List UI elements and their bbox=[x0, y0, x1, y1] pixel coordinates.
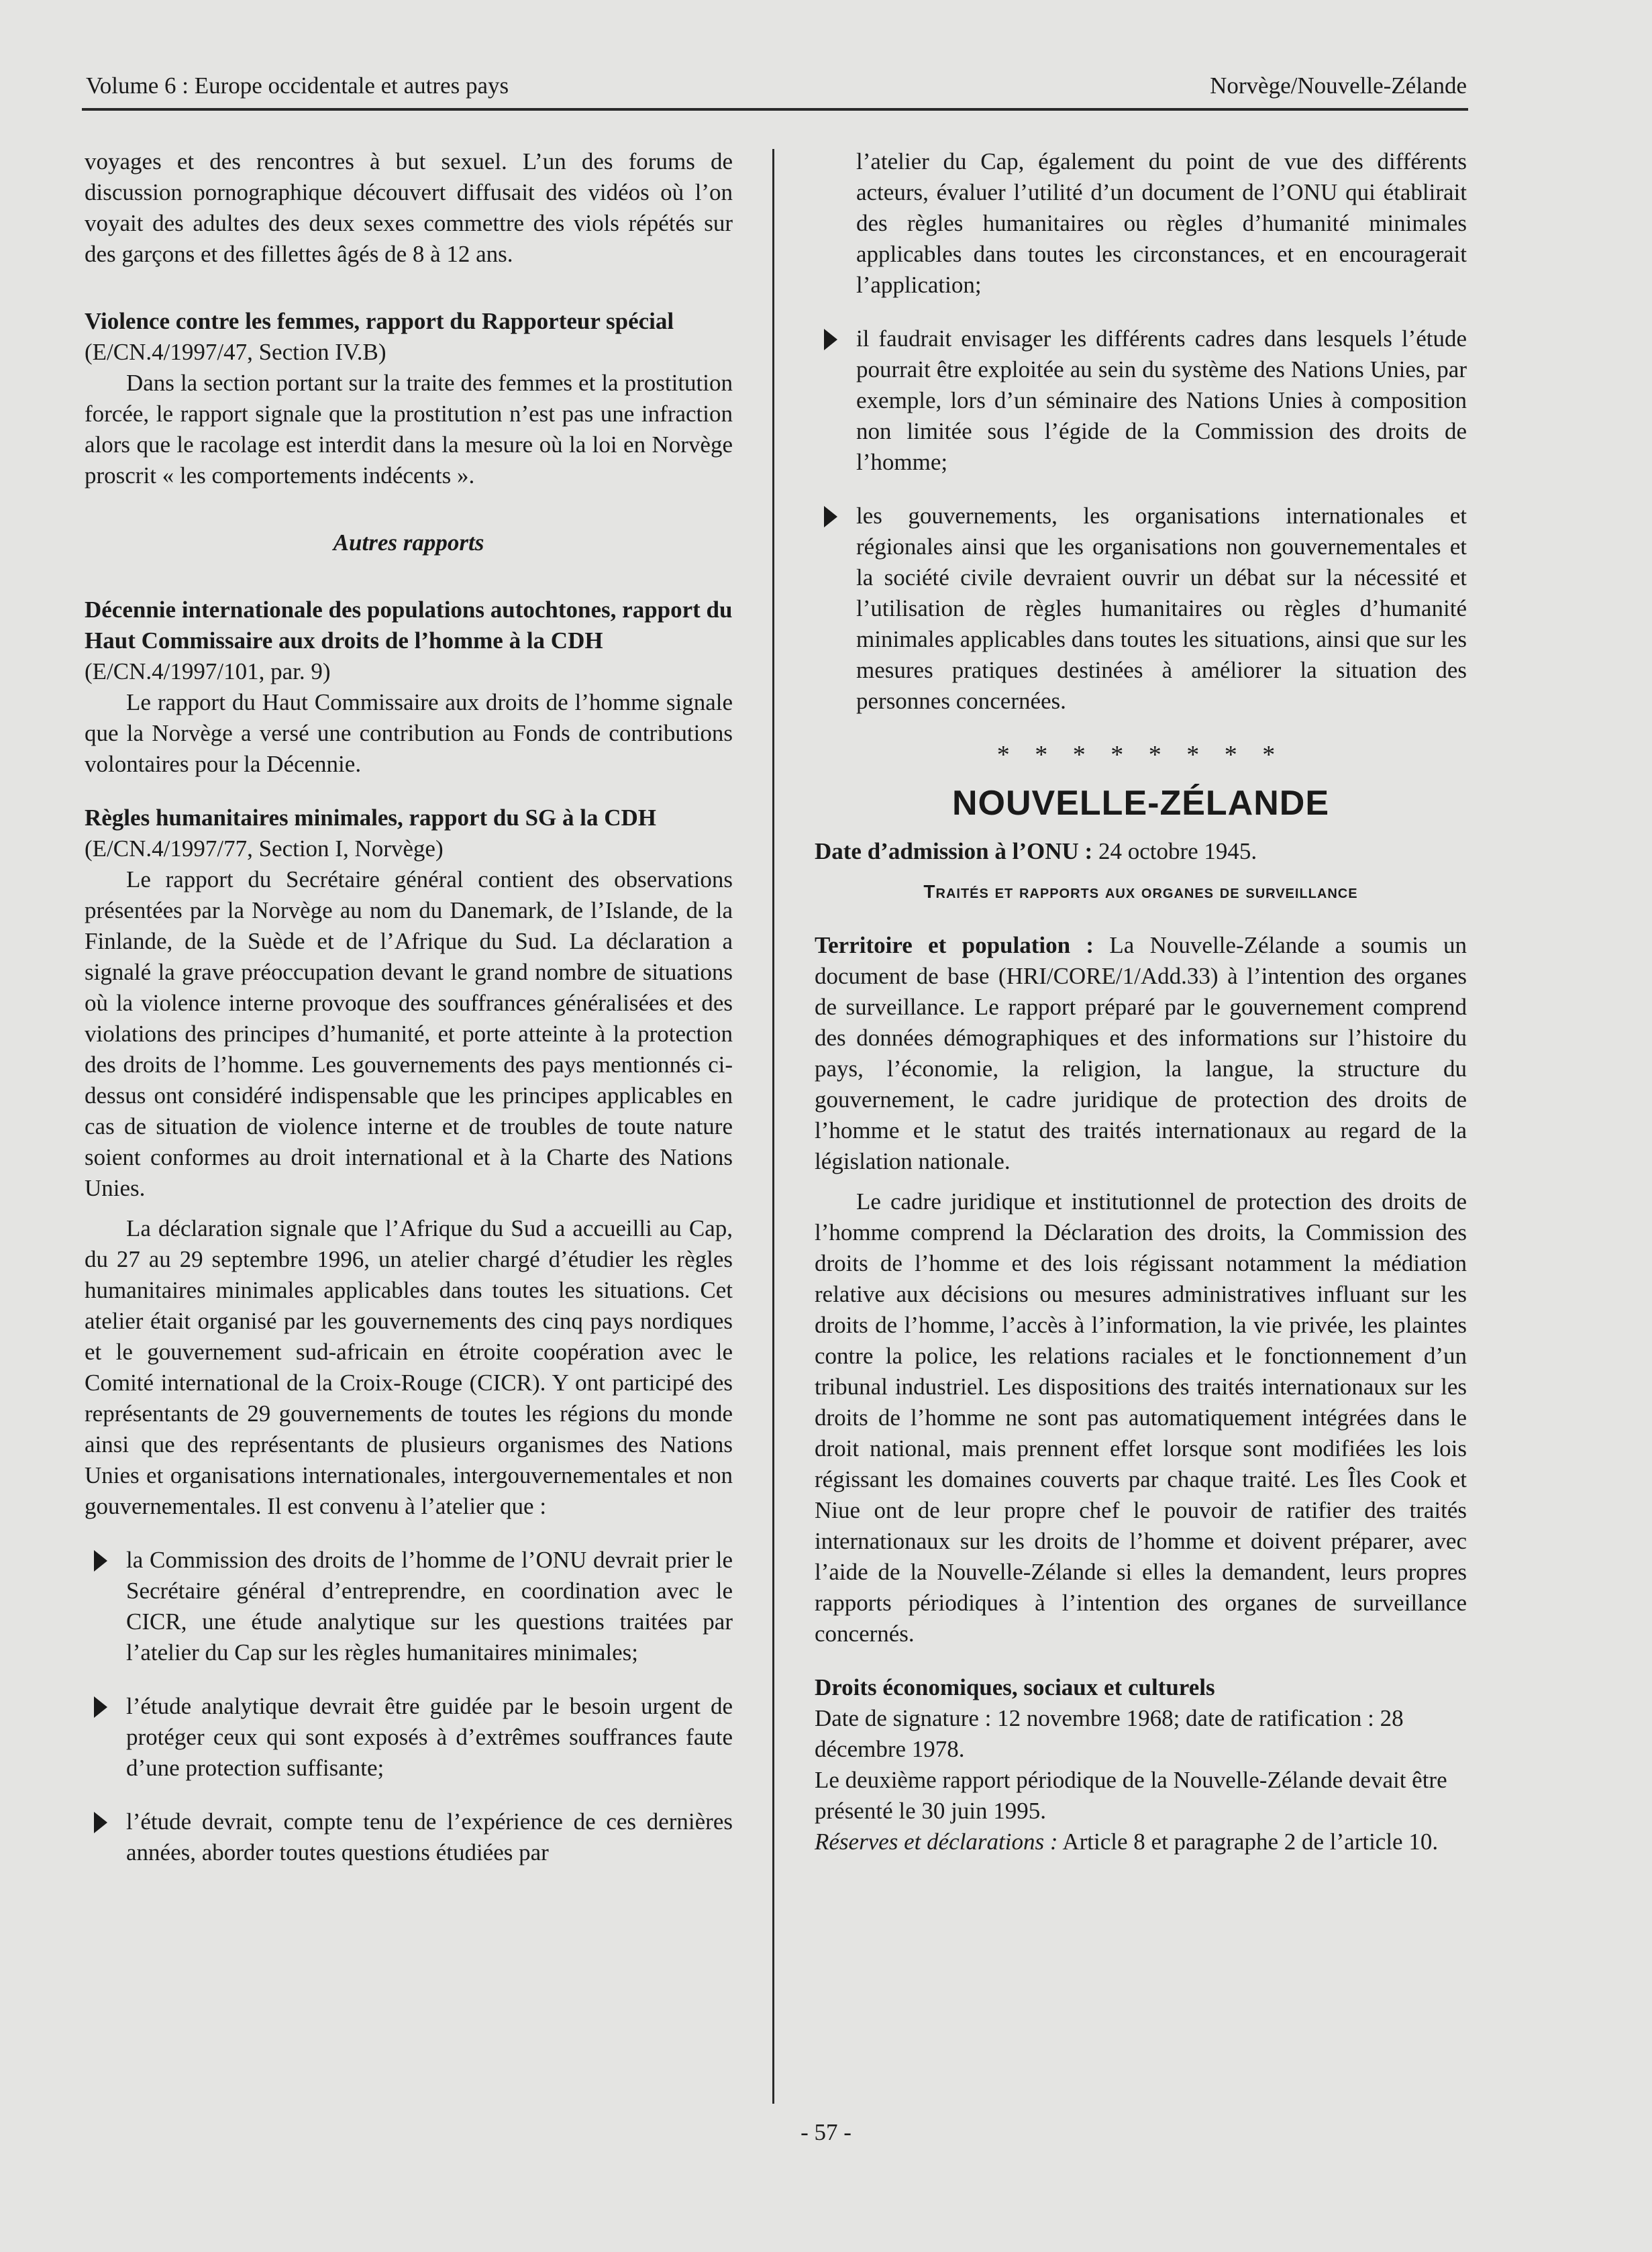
bullet-text: la Commission des droits de l’homme de l’ONU devrait prier le Secrétaire général d’entreprendre, en coordination avec le CICR, une étude analytique sur les questions traitées par l’atelier du Cap sur les règles humanitaires minimales; bbox=[126, 1547, 733, 1666]
decade-title: Décennie internationale des populations autochtones, rapport du Haut Commissaire aux droits de l’homme à la CDH bbox=[85, 597, 733, 654]
arrow-bullet-icon bbox=[94, 1550, 107, 1572]
economic-rights-block bbox=[815, 1672, 1467, 1857]
header-countries: Norvège/Nouvelle-Zélande bbox=[1210, 72, 1467, 99]
arrow-bullet-icon bbox=[824, 506, 837, 527]
column-divider bbox=[772, 149, 774, 2104]
reservations bbox=[815, 1827, 1467, 1857]
bullet-continuation bbox=[815, 146, 1467, 301]
economic-rights-heading: Droits économiques, sociaux et culturels bbox=[815, 1674, 1215, 1700]
bullet-text: l’étude devrait, compte tenu de l’expérience de ces dernières années, aborder toutes questions étudiées par bbox=[126, 1808, 733, 1865]
header-rule bbox=[82, 108, 1468, 111]
header-volume: Volume 6 : Europe occidentale et autres pays bbox=[86, 72, 509, 99]
country-title: NOUVELLE-ZÉLANDE bbox=[952, 784, 1329, 823]
bullet-text: l’étude analytique devrait être guidée par le besoin urgent de protéger ceux qui sont exposés à d’extrêmes souffrances faute d’une protection suffisante; bbox=[126, 1693, 733, 1781]
bullet-item bbox=[85, 1806, 733, 1868]
rules-heading bbox=[85, 803, 733, 864]
reservations-label: Réserves et déclarations : bbox=[815, 1829, 1058, 1855]
admission-label: Date d’admission à l’ONU : bbox=[815, 838, 1093, 864]
rules-paragraph-2: La déclaration signale que l’Afrique du Sud a accueilli au Cap, du 27 au 29 septembre 1996, un atelier chargé d’étudier les règles humanitaires minimales applicables dans toutes les situations. Cet atelier était organisé par les gouvernements des cinq pays nordiques et le gouvernement sud-africain en étroite coopération avec le Comité international de la Croix-Rouge (CICR). Y ont participé des représentants de 29 gouvernements de toutes les régions du monde ainsi que des représentants de plusieurs organismes des Nations Unies et organisations internationales, intergouvernementales et non gouvernementales. Il est convenu à l’atelier que : bbox=[85, 1215, 733, 1519]
violence-title: Violence contre les femmes, rapport du Rapporteur spécial bbox=[85, 308, 674, 334]
rules-paragraph-1: Le rapport du Secrétaire général contient des observations présentées par la Norvège au nom du Danemark, de l’Islande, de la Finlande, de la Suède et de l’Afrique du Sud. La déclaration a signalé la grave préoccupation devant le grand nombre de situations où la violence interne provoque des souffrances généralisées et des violations des principes d’humanité, et porte atteinte à la protection des droits de l’homme. Les gouvernements des pays mentionnés ci-dessus ont considéré indispensable que les principes applicables en cas de situation de violence interne et de troubles de toute nature soient conformes au droit international et à la Charte des Nations Unies. bbox=[85, 866, 733, 1201]
territory-paragraph bbox=[815, 930, 1467, 1177]
section-heading: Traités et rapports aux organes de surveillance bbox=[923, 881, 1358, 902]
bullet-text: les gouvernements, les organisations internationales et régionales ainsi que les organisations non gouvernementales et la société civile devraient ouvrir un débat sur la nécessité et l’utilisation de règles humanitaires ou règles d’humanité minimales applicables dans toutes les situations, ainsi que sur les mesures pratiques destinées à améliorer la situation des personnes concernées. bbox=[856, 503, 1467, 714]
violence-heading bbox=[85, 306, 733, 368]
rules-ref: (E/CN.4/1997/77, Section I, Norvège) bbox=[85, 835, 444, 862]
right-column bbox=[815, 146, 1467, 1857]
periodic-report: Le deuxième rapport périodique de la Nouvelle-Zélande devait être présenté le 30 juin 1995. bbox=[815, 1767, 1447, 1824]
arrow-bullet-icon bbox=[94, 1812, 107, 1833]
admission-line bbox=[815, 836, 1467, 867]
bullet-item bbox=[815, 501, 1467, 717]
bullet-text: il faudrait envisager les différents cadres dans lesquels l’étude pourrait être exploitée au sein du système des Nations Unies, par exemple, lors d’un séminaire des Nations Unies à composition non limitée sous l’égide de la Commission des droits de l’homme; bbox=[856, 325, 1467, 475]
bullet-item bbox=[85, 1691, 733, 1784]
decade-ref: (E/CN.4/1997/101, par. 9) bbox=[85, 658, 331, 684]
violence-ref: (E/CN.4/1997/47, Section IV.B) bbox=[85, 339, 386, 365]
violence-paragraph: Dans la section portant sur la traite des femmes et la prostitution forcée, le rapport signale que la prostitution n’est pas une infraction alors que le racolage est interdit dans la mesure où la loi en Norvège proscrit « les comportements indécents ». bbox=[85, 370, 733, 489]
rules-title: Règles humanitaires minimales, rapport du SG à la CDH bbox=[85, 805, 657, 831]
decade-heading bbox=[85, 595, 733, 687]
arrow-bullet-icon bbox=[94, 1696, 107, 1718]
reservations-text: Article 8 et paragraphe 2 de l’article 10. bbox=[1062, 1829, 1439, 1855]
left-column bbox=[85, 146, 733, 1868]
legal-framework-paragraph: Le cadre juridique et institutionnel de protection des droits de l’homme comprend la Déclaration des droits, la Commission des droits de l’homme et des lois régissant notamment la médiation relative aux décisions ou mesures administratives influant sur les droits de l’homme, l’accès à l’information, la vie privée, les plaintes contre la police, les relations raciales et le fonctionnement d’un tribunal industriel. Les dispositions des traités internationaux sur les droits de l’homme ne sont pas automatiquement intégrées dans le droit national, mais prennent effet lorsque sont modifiées les lois régissant les domaines couverts par chaque traité. Les Îles Cook et Niue ont de leur propre chef le pouvoir de ratifier des traités internationaux sur les droits de l’homme et doivent préparer, avec l’aide de la Nouvelle-Zélande si elles la demandent, leurs propres rapports périodiques à l’intention des organes de surveillance concernés. bbox=[815, 1188, 1467, 1647]
bullet-item bbox=[85, 1545, 733, 1668]
section-separator: * * * * * * * * bbox=[996, 741, 1285, 769]
bullet-item bbox=[815, 323, 1467, 478]
bullet-text: l’atelier du Cap, également du point de vue des différents acteurs, évaluer l’utilité d’un document de l’ONU qui établirait des règles humanitaires ou règles d’humanité minimales applicables dans toutes les circonstances, et en encouragerait l’application; bbox=[856, 148, 1467, 298]
arrow-bullet-icon bbox=[824, 329, 837, 350]
territory-text: La Nouvelle-Zélande a soumis un document de base (HRI/CORE/1/Add.33) à l’intention des organes de surveillance. Le rapport préparé par le gouvernement comprend des données démographiques et des informations sur l’histoire du pays, l’économie, la religion, la langue, la structure du gouvernement, le cadre juridique de protection des droits de l’homme et le statut des traités internationaux au regard de la législation nationale. bbox=[815, 932, 1467, 1174]
intro-paragraph: voyages et des rencontres à but sexuel. L’un des forums de discussion pornographique découvert diffusait des vidéos où l’on voyait des adultes des deux sexes commettre des viols répétés sur des garçons et des fillettes âgés de 8 à 12 ans. bbox=[85, 148, 733, 267]
admission-value: 24 octobre 1945. bbox=[1098, 838, 1257, 864]
page-number: - 57 - bbox=[801, 2119, 851, 2145]
decade-paragraph: Le rapport du Haut Commissaire aux droits de l’homme signale que la Norvège a versé une contribution au Fonds de contributions volontaires pour la Décennie. bbox=[85, 689, 733, 777]
territory-label: Territoire et population : bbox=[815, 932, 1094, 958]
signature-dates: Date de signature : 12 novembre 1968; date de ratification : 28 décembre 1978. bbox=[815, 1705, 1404, 1762]
running-header bbox=[86, 72, 1467, 99]
other-reports-heading: Autres rapports bbox=[333, 529, 484, 556]
